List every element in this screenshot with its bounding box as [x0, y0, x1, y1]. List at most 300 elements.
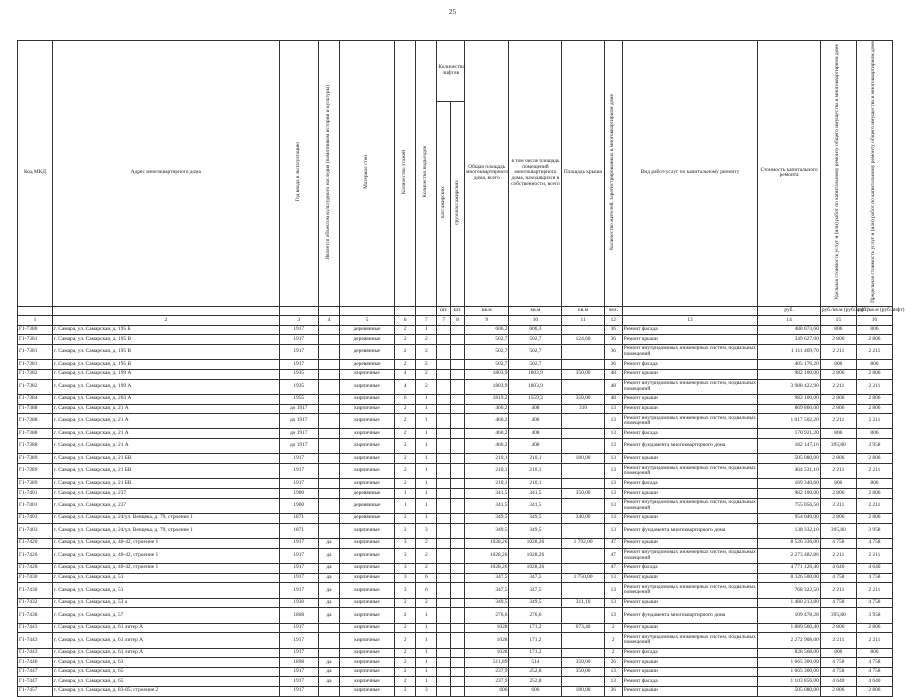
- cell-residents: 13: [604, 489, 622, 499]
- cell-address: г. Самара, ул. Самарская, д. 21 А: [52, 414, 279, 429]
- cell-floors: 2: [395, 479, 416, 489]
- cell-max-cost: 806: [856, 325, 892, 335]
- table-row: [18, 514, 893, 524]
- cell-residents: 13: [604, 429, 622, 439]
- cell-entrances: 1: [416, 429, 437, 439]
- table-row: [18, 583, 893, 598]
- cell-code: Г1-7401: [18, 498, 53, 513]
- header-residents: Количество жителей, зарегистрированных в многоквартирном доме: [609, 93, 616, 250]
- header-year-cell: [279, 41, 318, 307]
- column-number-cell: 9: [464, 316, 508, 326]
- cell-total-area: 347,5: [464, 573, 508, 583]
- cell-address: г. Самара, ул. Самарская, д. 57: [52, 608, 279, 623]
- table-row: [18, 335, 893, 345]
- cell-heritage: да: [318, 548, 339, 563]
- cell-wall: кирпичные: [340, 598, 395, 608]
- cell-year: 1917: [279, 464, 318, 479]
- unit-cell: чел.: [604, 306, 622, 316]
- cell-residents: 36: [604, 686, 622, 696]
- table-row: [18, 498, 893, 513]
- cell-address: г. Самара, ул. Самарская, д. 53 а: [52, 598, 279, 608]
- cell-cost: 464 531,10: [758, 464, 820, 479]
- cell-year: до 1917: [279, 439, 318, 454]
- cell-owned-area: 171,2: [509, 648, 562, 658]
- cell-lifts-pass: [437, 404, 451, 414]
- cell-address: г. Самара, ул. Самарская, д. 24/ул. Венцека, д. 79, строение 1: [52, 523, 279, 538]
- cell-cost: 982 100,00: [758, 394, 820, 404]
- cell-code: Г1-7388: [18, 439, 53, 454]
- cell-lifts-pass: [437, 489, 451, 499]
- header-year: Год ввода в эксплуатацию: [294, 142, 301, 202]
- cell-lifts-cargo: [451, 564, 465, 574]
- cell-unit-cost: 395,80: [820, 608, 856, 623]
- cell-roof-area: [562, 344, 604, 359]
- cell-roof-area: 350,00: [562, 667, 604, 677]
- unit-cell: руб./кв.м (руб/лифт): [820, 306, 856, 316]
- cell-lifts-cargo: [451, 489, 465, 499]
- cell-cost: 869 860,00: [758, 404, 820, 414]
- column-number-cell: 5: [340, 316, 395, 326]
- cell-year: 1917: [279, 677, 318, 687]
- cell-year: 1917: [279, 548, 318, 563]
- cell-unit-cost: 806: [820, 429, 856, 439]
- cell-work-type: Ремонт внутридомовых инженерных систем, подвальных помещений: [622, 583, 758, 598]
- cell-residents: 13: [604, 677, 622, 687]
- cell-code: Г1-7420: [18, 564, 53, 574]
- cell-heritage: [318, 369, 339, 379]
- cell-work-type: Ремонт фасада: [622, 429, 758, 439]
- cell-lifts-pass: [437, 479, 451, 489]
- cell-cost: 138 332,10: [758, 523, 820, 538]
- unit-cell: [52, 306, 279, 316]
- cell-owned-area: 606: [509, 686, 562, 696]
- cell-code: Г1-7430: [18, 573, 53, 583]
- cell-address: г. Самара, ул. Самарская, д. 195 В: [52, 335, 279, 345]
- cell-heritage: [318, 344, 339, 359]
- cell-roof-area: [562, 498, 604, 513]
- header-entrances: Количество подъездов: [422, 146, 429, 198]
- cell-residents: 36: [604, 344, 622, 359]
- cell-owned-area: 606,3: [509, 325, 562, 335]
- header-unit-cost-cell: [820, 41, 856, 307]
- header-unit-cost: Удельная стоимость услуг и (или) работ по капитальному ремонту общего имущества в многоквартирном доме: [834, 43, 841, 300]
- cell-total-area: 349,5: [464, 523, 508, 538]
- cell-year: 1955: [279, 394, 318, 404]
- column-number-cell: 14: [758, 316, 820, 326]
- cell-roof-area: 350,00: [562, 658, 604, 668]
- cell-work-type: Ремонт внутридомовых инженерных систем, подвальных помещений: [622, 379, 758, 394]
- cell-total-area: 606: [464, 686, 508, 696]
- cell-lifts-cargo: [451, 414, 465, 429]
- table-row: [18, 598, 893, 608]
- cell-lifts-pass: [437, 429, 451, 439]
- cell-lifts-pass: [437, 414, 451, 429]
- cell-residents: 26: [604, 658, 622, 668]
- cell-residents: 13: [604, 598, 622, 608]
- cell-total-area: 237,9: [464, 677, 508, 687]
- cell-wall: кирпичные: [340, 548, 395, 563]
- cell-unit-cost: 2 806: [820, 404, 856, 414]
- cell-unit-cost: 2 211: [820, 344, 856, 359]
- cell-total-area: 460,2: [464, 414, 508, 429]
- cell-cost: 982 100,00: [758, 369, 820, 379]
- cell-floors: 2: [395, 677, 416, 687]
- cell-floors: 2: [395, 429, 416, 439]
- cell-unit-cost: 4 640: [820, 677, 856, 687]
- cell-owned-area: 1028,26: [509, 539, 562, 549]
- cell-code: Г1-7389: [18, 454, 53, 464]
- cell-code: Г1-7457: [18, 686, 53, 696]
- cell-code: Г1-7388: [18, 429, 53, 439]
- cell-year: 1930: [279, 598, 318, 608]
- cell-total-area: 237,9: [464, 667, 508, 677]
- cell-residents: 13: [604, 573, 622, 583]
- cell-roof-area: 340,00: [562, 514, 604, 524]
- cell-cost: 488 673,60: [758, 325, 820, 335]
- cell-max-cost: 3 958: [856, 523, 892, 538]
- cell-owned-area: 1803,9: [509, 379, 562, 394]
- cell-residents: 2: [604, 648, 622, 658]
- cell-work-type: Ремонт внутридомовых инженерных систем, подвальных помещений: [622, 344, 758, 359]
- cell-heritage: [318, 479, 339, 489]
- cell-roof-area: 673,40: [562, 623, 604, 633]
- cell-owned-area: 408: [509, 429, 562, 439]
- cell-year: 1917: [279, 539, 318, 549]
- cell-owned-area: 252,8: [509, 677, 562, 687]
- cell-unit-cost: 806: [820, 479, 856, 489]
- cell-total-area: 1028,26: [464, 564, 508, 574]
- cell-address: г. Самара, ул. Самарская, д. 21 А: [52, 404, 279, 414]
- cell-lifts-cargo: [451, 539, 465, 549]
- header-floors: Количество этажей: [401, 149, 408, 194]
- cell-max-cost: 806: [856, 360, 892, 370]
- cell-cost: 768 322,50: [758, 583, 820, 598]
- cell-lifts-pass: [437, 564, 451, 574]
- cell-work-type: Ремонт крыши: [622, 686, 758, 696]
- cell-residents: 48: [604, 369, 622, 379]
- cell-lifts-pass: [437, 335, 451, 345]
- cell-cost: 405 176,20: [758, 360, 820, 370]
- cell-lifts-cargo: [451, 686, 465, 696]
- cell-roof-area: [562, 633, 604, 648]
- cell-total-area: 210,1: [464, 454, 508, 464]
- table-row: [18, 573, 893, 583]
- cell-lifts-cargo: [451, 677, 465, 687]
- cell-code: Г1-7382: [18, 369, 53, 379]
- cell-total-area: 502,7: [464, 344, 508, 359]
- cell-heritage: [318, 325, 339, 335]
- cell-cost: 1 665 300,00: [758, 658, 820, 668]
- cell-lifts-pass: [437, 623, 451, 633]
- cell-work-type: Ремонт фасада: [622, 564, 758, 574]
- cell-max-cost: 2 211: [856, 379, 892, 394]
- cell-roof-area: [562, 648, 604, 658]
- cell-work-type: Ремонт крыши: [622, 335, 758, 345]
- cell-year: 1917: [279, 335, 318, 345]
- cell-heritage: [318, 523, 339, 538]
- cell-unit-cost: 2 806: [820, 514, 856, 524]
- cell-code: Г1-7388: [18, 414, 53, 429]
- cell-entrances: 1: [416, 498, 437, 513]
- cell-floors: 2: [395, 598, 416, 608]
- cell-address: г. Самара, ул. Самарская, д. 40-42, строение 1: [52, 539, 279, 549]
- cell-work-type: Ремонт крыши: [622, 598, 758, 608]
- cell-lifts-pass: [437, 648, 451, 658]
- cell-entrances: 2: [416, 548, 437, 563]
- cell-wall: кирпичные: [340, 648, 395, 658]
- cell-floors: 3: [395, 548, 416, 563]
- cell-work-type: Ремонт внутридомовых инженерных систем, подвальных помещений: [622, 414, 758, 429]
- cell-heritage: [318, 686, 339, 696]
- header-work-type: Вид работ/услуг по капитальному ремонту: [622, 41, 758, 307]
- cell-lifts-pass: [437, 454, 451, 464]
- unit-cell: кв.м: [464, 306, 508, 316]
- column-number-cell: 4: [318, 316, 339, 326]
- cell-roof-area: [562, 523, 604, 538]
- cell-residents: 13: [604, 414, 622, 429]
- cell-floors: 2: [395, 633, 416, 648]
- header-entrances-cell: [416, 41, 437, 307]
- cell-roof-area: [562, 464, 604, 479]
- cell-year: 1900: [279, 489, 318, 499]
- cell-total-area: 502,7: [464, 360, 508, 370]
- cell-year: 1868: [279, 608, 318, 623]
- cell-lifts-cargo: [451, 548, 465, 563]
- cell-entrances: 1: [416, 489, 437, 499]
- cell-entrances: 2: [416, 344, 437, 359]
- cell-unit-cost: 395,80: [820, 523, 856, 538]
- cell-entrances: 1: [416, 623, 437, 633]
- column-numbers-row: [18, 316, 893, 326]
- cell-entrances: 6: [416, 573, 437, 583]
- cell-code: Г1-7443: [18, 623, 53, 633]
- cell-max-cost: 2 806: [856, 623, 892, 633]
- cell-code: Г1-7447: [18, 677, 53, 687]
- cell-floors: 2: [395, 414, 416, 429]
- cell-code: Г1-7438: [18, 608, 53, 623]
- cell-year: 1871: [279, 523, 318, 538]
- cell-cost: 3 988 422,90: [758, 379, 820, 394]
- cell-total-area: 460,2: [464, 404, 508, 414]
- cell-residents: 13: [604, 464, 622, 479]
- cell-cost: 109 478,28: [758, 608, 820, 623]
- cell-max-cost: 2 806: [856, 335, 892, 345]
- cell-work-type: Ремонт внутридомовых инженерных систем, подвальных помещений: [622, 464, 758, 479]
- cell-unit-cost: 2 806: [820, 454, 856, 464]
- cell-heritage: [318, 394, 339, 404]
- cell-wall: кирпичные: [340, 564, 395, 574]
- header-max-cost: Предельная стоимость услуг и (или) работ по капитальному ремонту общего имущества в многоквартирном доме: [870, 41, 877, 303]
- table-row: [18, 548, 893, 563]
- cell-unit-cost: 4 758: [820, 598, 856, 608]
- header-roof-area: Площадь крыши: [562, 41, 604, 307]
- cell-wall: кирпичные: [340, 633, 395, 648]
- cell-lifts-cargo: [451, 479, 465, 489]
- cell-max-cost: 2 806: [856, 454, 892, 464]
- cell-floors: 3: [395, 583, 416, 598]
- cell-wall: кирпичные: [340, 429, 395, 439]
- cell-year: 1917: [279, 686, 318, 696]
- cell-lifts-cargo: [451, 360, 465, 370]
- cell-wall: деревянные: [340, 498, 395, 513]
- cell-owned-area: 502,7: [509, 344, 562, 359]
- table-row: [18, 658, 893, 668]
- cell-work-type: Ремонт крыши: [622, 404, 758, 414]
- cell-cost: 8 326 500,00: [758, 573, 820, 583]
- cell-address: г. Самара, ул. Самарская, д. 40-42, строение 1: [52, 564, 279, 574]
- cell-year: до 1917: [279, 404, 318, 414]
- column-number-cell: 2: [52, 316, 279, 326]
- cell-max-cost: 806: [856, 479, 892, 489]
- cell-unit-cost: 4 758: [820, 573, 856, 583]
- cell-work-type: Ремонт крыши: [622, 667, 758, 677]
- cell-heritage: [318, 414, 339, 429]
- cell-total-area: 347,5: [464, 583, 508, 598]
- cell-lifts-cargo: [451, 648, 465, 658]
- cell-cost: 1 665 300,00: [758, 667, 820, 677]
- cell-lifts-pass: [437, 439, 451, 454]
- cell-max-cost: 2 806: [856, 514, 892, 524]
- cell-year: 1917: [279, 454, 318, 464]
- cell-max-cost: 4 758: [856, 667, 892, 677]
- cell-work-type: Ремонт фундамента многоквартирного дома: [622, 523, 758, 538]
- cell-max-cost: 806: [856, 648, 892, 658]
- cell-code: Г1-7420: [18, 548, 53, 563]
- cell-code: Г1-7384: [18, 394, 53, 404]
- cell-owned-area: 349,5: [509, 514, 562, 524]
- header-address: Адрес многоквартирного дома: [52, 41, 279, 307]
- cell-total-area: 460,2: [464, 429, 508, 439]
- cell-floors: 2: [395, 360, 416, 370]
- column-number-cell: 7: [416, 316, 437, 326]
- column-number-cell: 13: [622, 316, 758, 326]
- column-number-cell: 16: [856, 316, 892, 326]
- cell-lifts-pass: [437, 369, 451, 379]
- cell-work-type: Ремонт фасада: [622, 479, 758, 489]
- cell-total-area: 1028,26: [464, 548, 508, 563]
- unit-cell: [279, 306, 318, 316]
- cell-work-type: Ремонт крыши: [622, 539, 758, 549]
- cell-work-type: Ремонт внутридомовых инженерных систем, подвальных помещений: [622, 498, 758, 513]
- cell-floors: 3: [395, 539, 416, 549]
- cell-address: г. Самара, ул. Самарская, д. 195 Б: [52, 325, 279, 335]
- cell-year: до 1917: [279, 414, 318, 429]
- cell-residents: 13: [604, 514, 622, 524]
- cell-lifts-pass: [437, 677, 451, 687]
- cell-cost: 755 056,50: [758, 498, 820, 513]
- unit-cell: руб.: [758, 306, 820, 316]
- cell-wall: кирпичные: [340, 623, 395, 633]
- cell-max-cost: 2 211: [856, 548, 892, 563]
- cell-floors: 2: [395, 404, 416, 414]
- column-number-cell: 8: [451, 316, 465, 326]
- cell-entrances: 1: [416, 514, 437, 524]
- cell-code: Г1-7403: [18, 523, 53, 538]
- cell-work-type: Ремонт крыши: [622, 514, 758, 524]
- header-lifts-cargo-cell: [451, 101, 465, 306]
- cell-total-area: 210,1: [464, 479, 508, 489]
- cell-max-cost: 2 211: [856, 414, 892, 429]
- cell-address: г. Самара, ул. Самарская, д. 203 А: [52, 394, 279, 404]
- table-row: [18, 489, 893, 499]
- cell-roof-area: 350,00: [562, 369, 604, 379]
- page-number: 25: [449, 8, 456, 16]
- cell-work-type: Ремонт фундамента многоквартирного дома: [622, 439, 758, 454]
- cell-work-type: Ремонт фундамента многоквартирного дома: [622, 608, 758, 623]
- cell-year: 1898: [279, 658, 318, 668]
- cell-wall: кирпичные: [340, 404, 395, 414]
- unit-cell: шт.: [451, 306, 465, 316]
- cell-owned-area: 502,7: [509, 360, 562, 370]
- cell-cost: 4 771 126,40: [758, 564, 820, 574]
- unit-cell: [395, 306, 416, 316]
- cell-owned-area: 408: [509, 404, 562, 414]
- table-row: [18, 464, 893, 479]
- column-number-cell: 6: [395, 316, 416, 326]
- cell-code: Г1-7403: [18, 514, 53, 524]
- cell-roof-area: [562, 360, 604, 370]
- cell-entrances: 1: [416, 454, 437, 464]
- cell-owned-area: 210,1: [509, 464, 562, 479]
- cell-unit-cost: 4 758: [820, 658, 856, 668]
- cell-residents: 36: [604, 335, 622, 345]
- table-row: [18, 325, 893, 335]
- table-row: [18, 686, 893, 696]
- cell-work-type: Ремонт фасада: [622, 360, 758, 370]
- cell-work-type: Ремонт фасада: [622, 677, 758, 687]
- cell-lifts-pass: [437, 608, 451, 623]
- cell-total-area: 1028: [464, 633, 508, 648]
- cell-code: Г1-7401: [18, 489, 53, 499]
- cell-floors: 2: [395, 523, 416, 538]
- cell-unit-cost: 806: [820, 325, 856, 335]
- cell-heritage: да: [318, 598, 339, 608]
- cell-entrances: 1: [416, 479, 437, 489]
- cell-roof-area: 311,10: [562, 598, 604, 608]
- cell-year: 1917: [279, 633, 318, 648]
- cell-unit-cost: 4 758: [820, 667, 856, 677]
- cell-code: Г1-7432: [18, 598, 53, 608]
- cell-entrances: 2: [416, 539, 437, 549]
- cell-wall: деревянные: [340, 335, 395, 345]
- table-row: [18, 623, 893, 633]
- cell-address: г. Самара, ул. Самарская, д. 83-85, строение 2: [52, 686, 279, 696]
- cell-total-area: 1803,9: [464, 369, 508, 379]
- cell-entrances: 1: [416, 677, 437, 687]
- cell-roof-area: [562, 677, 604, 687]
- cell-max-cost: 4 758: [856, 539, 892, 549]
- cell-entrances: 2: [416, 379, 437, 394]
- cell-residents: 13: [604, 439, 622, 454]
- cell-lifts-pass: [437, 498, 451, 513]
- cell-cost: 1 889 560,40: [758, 623, 820, 633]
- cell-lifts-pass: [437, 548, 451, 563]
- cell-lifts-cargo: [451, 633, 465, 648]
- cell-unit-cost: 2 211: [820, 548, 856, 563]
- cell-address: г. Самара, ул. Самарская, д. 199 А: [52, 379, 279, 394]
- cell-code: Г1-7381: [18, 335, 53, 345]
- cell-unit-cost: 2 806: [820, 623, 856, 633]
- cell-max-cost: 2 806: [856, 404, 892, 414]
- cell-unit-cost: 4 640: [820, 564, 856, 574]
- cell-address: г. Самара, ул. Самарская, д. 237: [52, 498, 279, 513]
- cell-code: Г1-7389: [18, 479, 53, 489]
- cell-owned-area: 210,1: [509, 454, 562, 464]
- cell-floors: 2: [395, 439, 416, 454]
- cell-max-cost: 2 211: [856, 583, 892, 598]
- cell-heritage: да: [318, 667, 339, 677]
- cell-lifts-cargo: [451, 667, 465, 677]
